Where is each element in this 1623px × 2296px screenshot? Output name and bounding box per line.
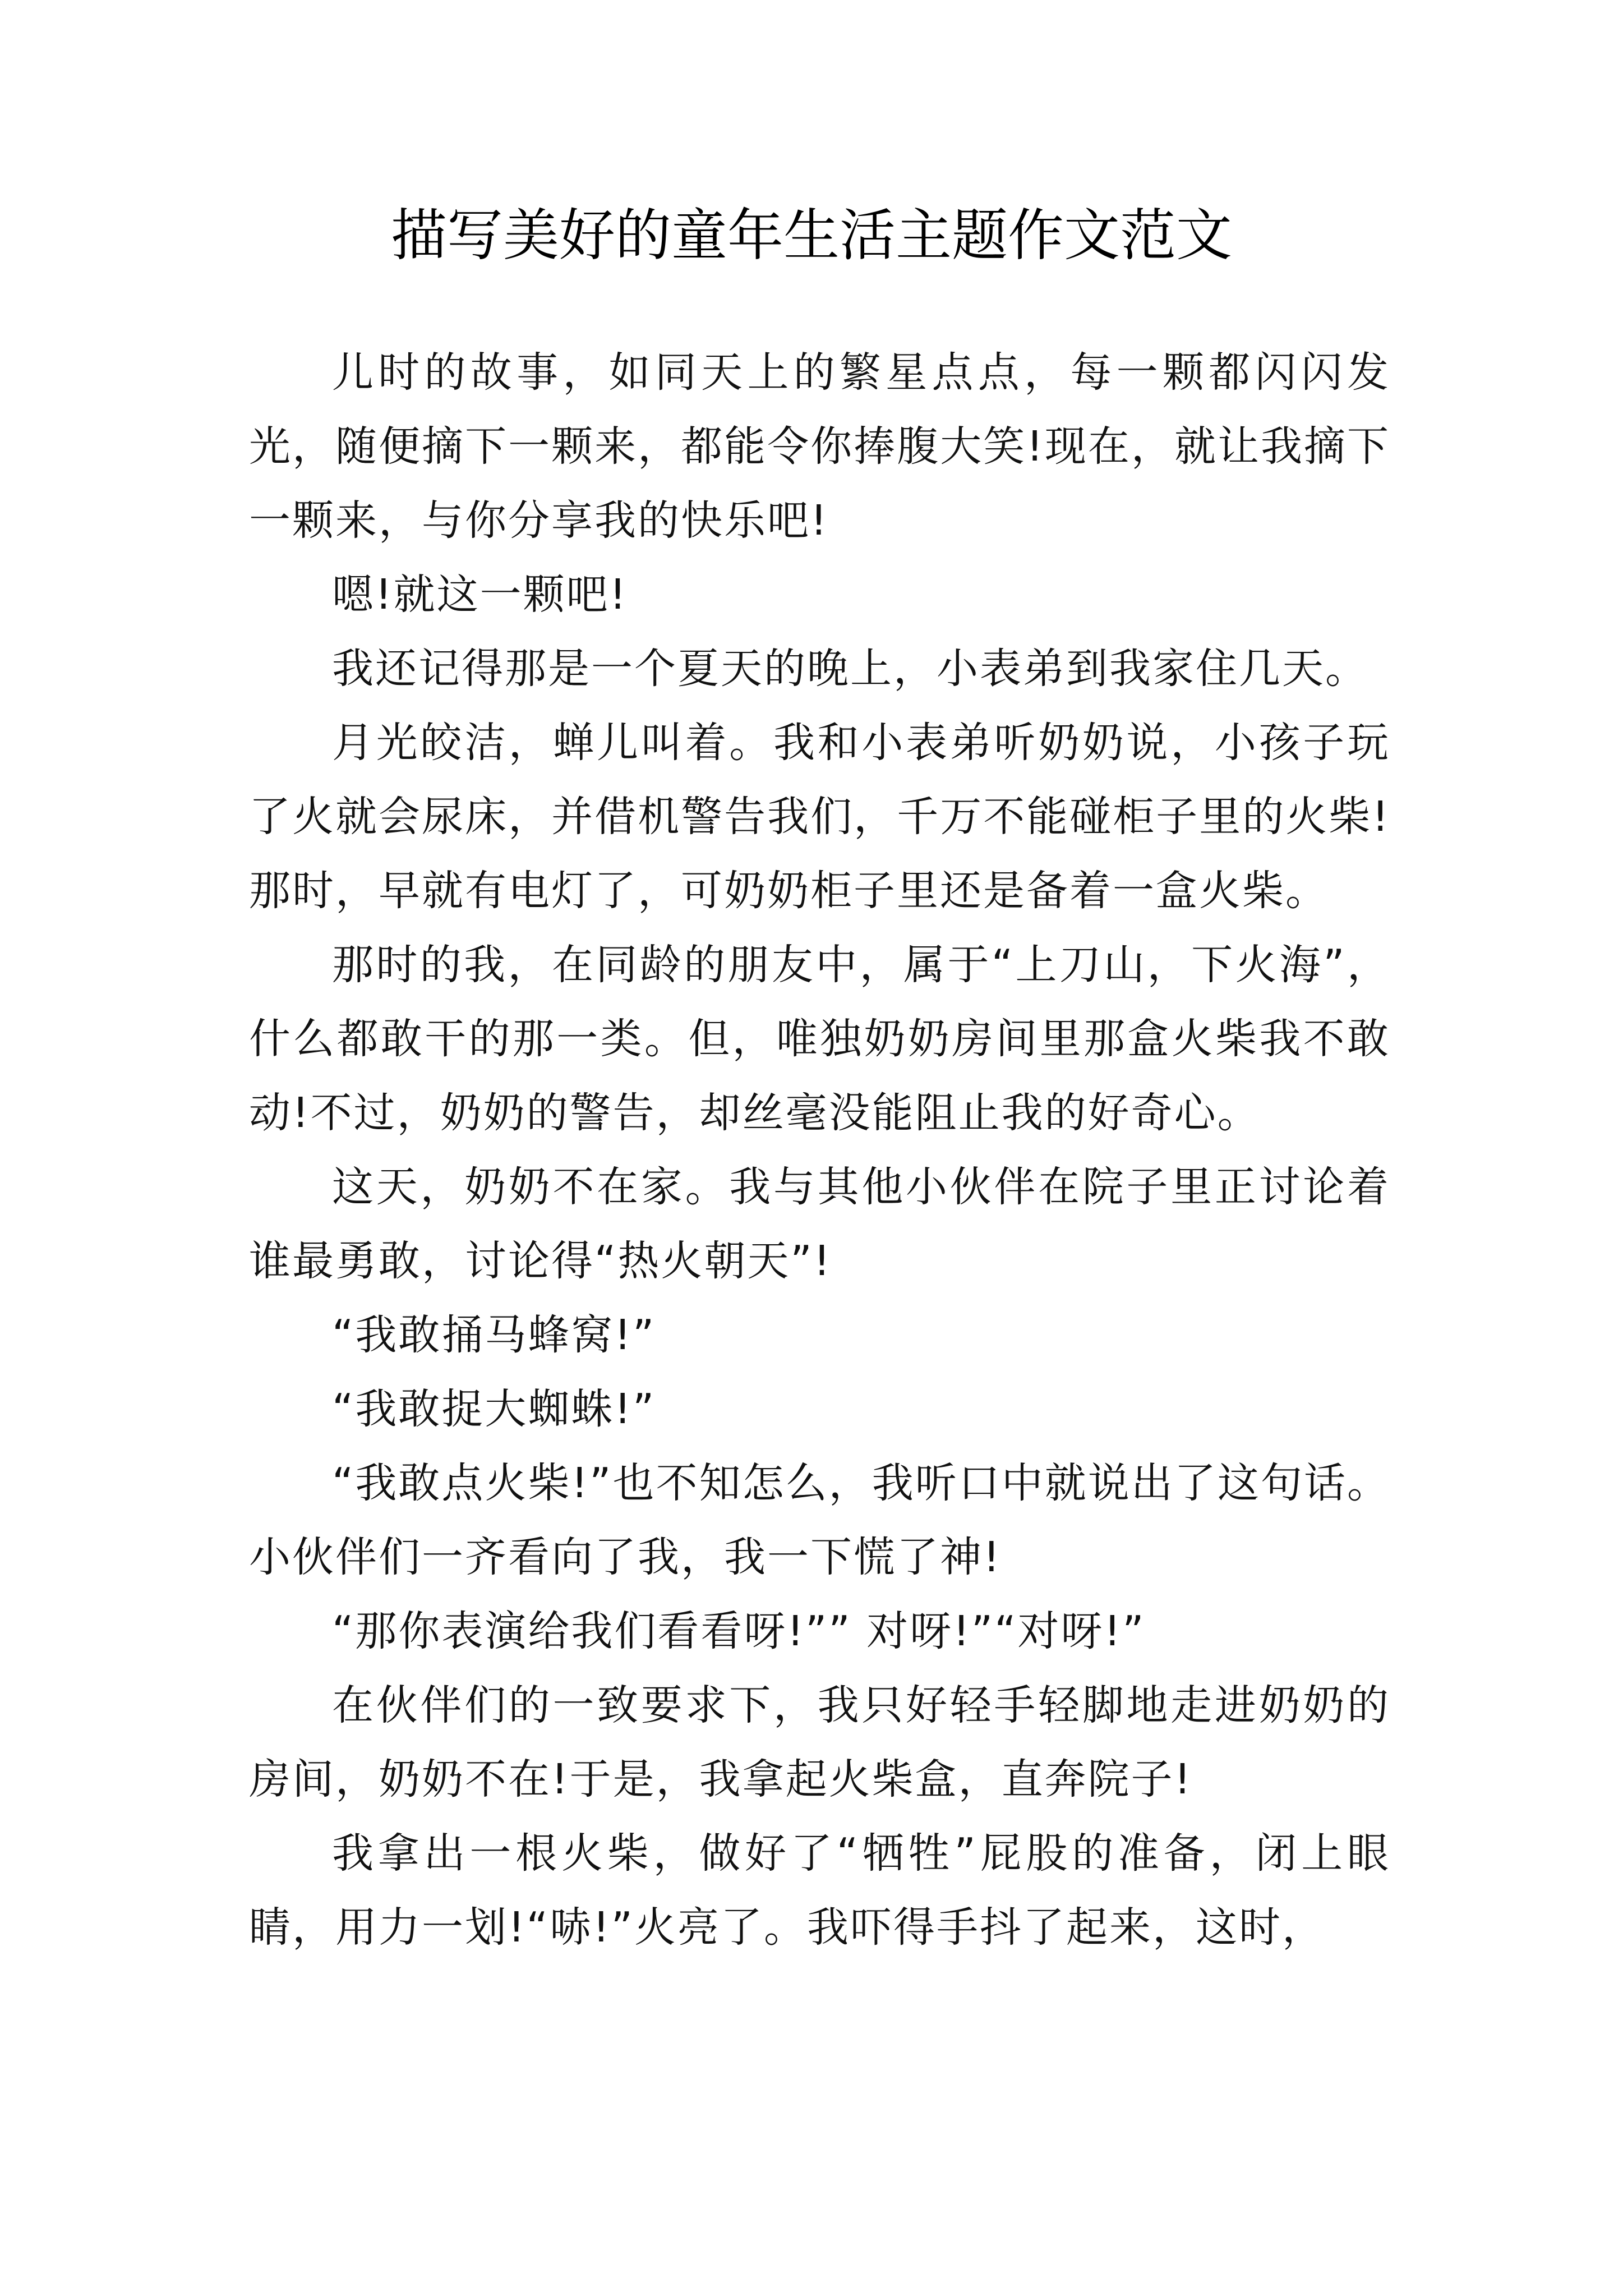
document-title: 描写美好的童年生活主题作文范文 <box>391 203 1232 268</box>
paragraph: 嗯!就这一颗吧! <box>332 570 628 619</box>
paragraph: “我敢捅马蜂窝!” <box>332 1311 656 1359</box>
paragraph: 月光皎洁，蝉儿叫着。我和小表弟听奶奶说，小孩子玩了火就会尿床，并借机警告我们，千万不能碰柜子里的火柴!那时，早就有电灯了，可奶奶柜子里还是备着一盒火柴。 <box>249 719 1390 915</box>
paragraph: “我敢点火柴!”也不知怎么，我听口中就说出了这句话。小伙伴们一齐看向了我，我一下慌了神! <box>249 1459 1390 1581</box>
paragraph: “我敢捉大蜘蛛!” <box>332 1385 656 1433</box>
document-body <box>249 335 1390 1964</box>
paragraph: 我还记得那是一个夏天的晚上，小表弟到我家住几天。 <box>332 645 1368 693</box>
paragraph: 那时的我，在同龄的朋友中，属于“上刀山，下火海”，什么都敢干的那一类。但，唯独奶奶房间里那盒火柴我不敢动!不过，奶奶的警告，却丝毫没能阻止我的好奇心。 <box>249 941 1390 1137</box>
paragraph: “那你表演给我们看看呀!”” 对呀!”“对呀!” <box>332 1607 1146 1655</box>
paragraph: 在伙伴们的一致要求下，我只好轻手轻脚地走进奶奶的房间，奶奶不在!于是，我拿起火柴盒，直奔院子! <box>249 1681 1390 1803</box>
paragraph: 儿时的故事，如同天上的繁星点点，每一颗都闪闪发光，随便摘下一颗来，都能令你捧腹大笑!现在，就让我摘下一颗来，与你分享我的快乐吧! <box>249 348 1390 545</box>
paragraph: 这天，奶奶不在家。我与其他小伙伴在院子里正讨论着谁最勇敢，讨论得“热火朝天”! <box>249 1163 1390 1285</box>
paragraph: 我拿出一根火柴，做好了“牺牲”屁股的准备，闭上眼睛，用力一划!“哧!”火亮了。我吓得手抖了起来，这时， <box>249 1829 1390 1952</box>
